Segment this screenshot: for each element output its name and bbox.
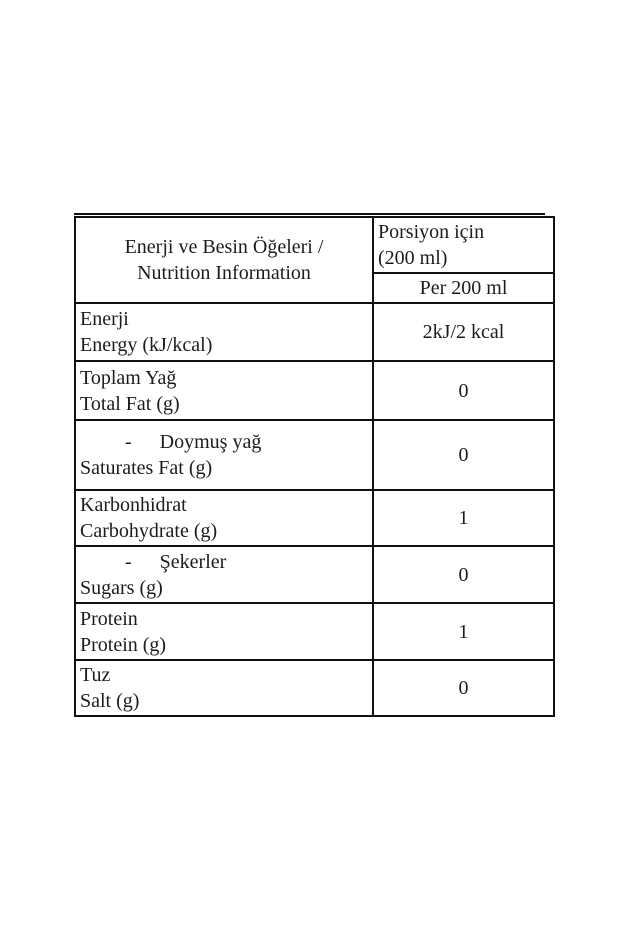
header-right-line2: (200 ml) (378, 247, 448, 269)
nutrition-table (74, 216, 555, 717)
nutrition-table-area (74, 213, 545, 717)
label-cell-total-fat (75, 361, 373, 420)
label-tr-total-fat: Toplam Yağ (80, 366, 177, 389)
label-en-energy: Energy (kJ/kcal) (80, 334, 213, 356)
value-cell-carbohydrate: 1 (373, 490, 554, 546)
value-cell-protein: 1 (373, 603, 554, 660)
label-cell-salt (75, 660, 373, 716)
table-row-total-fat (75, 361, 554, 420)
table-row-sugars (75, 546, 554, 603)
label-en-salt: Salt (g) (80, 690, 140, 712)
label-cell-protein (75, 603, 373, 660)
label-tr-sugars: Şekerler (159, 550, 227, 573)
label-tr-saturated-fat: Doymuş yağ (159, 431, 262, 453)
list-dash: - (125, 431, 132, 453)
value-cell-sugars: 0 (373, 546, 554, 603)
label-en-carbohydrate: Carbohydrate (g) (80, 520, 218, 542)
value-cell-total-fat: 0 (373, 361, 554, 420)
label-cell-carbohydrate (75, 490, 373, 546)
label-en-protein: Protein (g) (80, 633, 167, 656)
header-cell-per-serving (373, 217, 554, 273)
table-top-rule (74, 213, 545, 215)
label-cell-energy (75, 303, 373, 361)
value-cell-saturated-fat: 0 (373, 420, 554, 490)
label-en-saturated-fat: Saturates Fat (g) (80, 457, 213, 479)
table-row-saturated-fat (75, 420, 554, 490)
label-cell-sugars (75, 546, 373, 603)
header-left-line2: Nutrition Information (137, 262, 311, 284)
label-tr-salt: Tuz (80, 664, 111, 686)
label-cell-saturated-fat (75, 420, 373, 490)
table-row-carbohydrate (75, 490, 554, 546)
label-tr-carbohydrate: Karbonhidrat (80, 494, 187, 516)
label-tr-sugars-line (80, 549, 368, 575)
value-cell-salt: 0 (373, 660, 554, 716)
header-row-1 (75, 217, 554, 273)
header-cell-per-200ml: Per 200 ml (373, 273, 554, 303)
label-tr-protein: Protein (80, 607, 138, 630)
table-row-protein (75, 603, 554, 660)
header-right-line1: Porsiyon için (378, 221, 485, 243)
label-tr-energy: Enerji (80, 308, 129, 330)
header-cell-nutrition-information (75, 217, 373, 303)
label-en-total-fat: Total Fat (g) (80, 392, 180, 415)
table-row-salt (75, 660, 554, 716)
label-tr-saturated-fat-line (80, 429, 368, 455)
list-dash: - (125, 550, 132, 573)
value-cell-energy: 2kJ/2 kcal (373, 303, 554, 361)
label-en-sugars: Sugars (g) (80, 576, 163, 599)
header-left-line1: Enerji ve Besin Öğeleri / (124, 236, 324, 258)
table-row-energy (75, 303, 554, 361)
